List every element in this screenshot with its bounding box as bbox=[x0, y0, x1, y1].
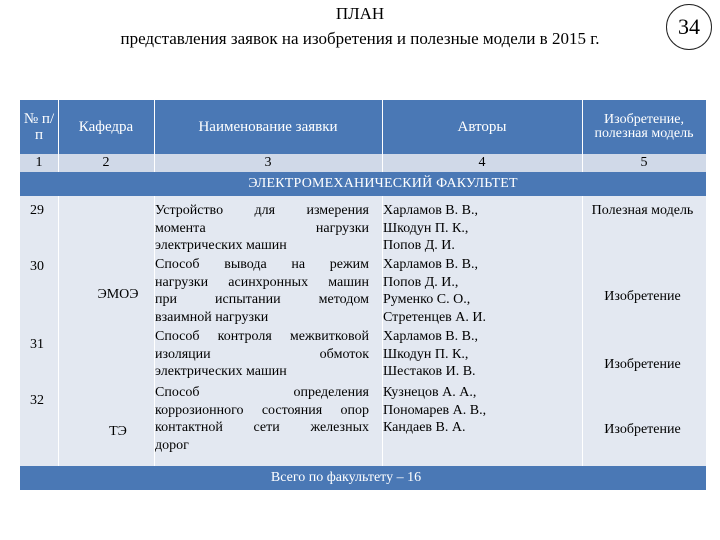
column-divider bbox=[154, 100, 155, 172]
application-name bbox=[155, 328, 369, 381]
application-name-line: Способ вывода на режим bbox=[155, 257, 369, 272]
applications-table bbox=[20, 100, 706, 486]
author-name: Шестаков И. В. bbox=[383, 364, 476, 379]
document-title: ПЛАН bbox=[335, 4, 385, 23]
column-number-5: 5 bbox=[582, 154, 706, 172]
application-type: Изобретение bbox=[604, 422, 681, 437]
author-name: Стретенцев А. И. bbox=[383, 309, 487, 325]
author-name: Руменко С. О., bbox=[383, 292, 471, 307]
application-name-line: взаимной нагрузки bbox=[155, 309, 269, 325]
row-number: 31 bbox=[30, 337, 44, 352]
application-name-line: Устройство для измерения bbox=[155, 203, 369, 218]
author-name: Шкодун П. К., bbox=[383, 220, 469, 236]
author-name: Шкодун П. К., bbox=[383, 346, 469, 362]
column-header-department: Кафедра bbox=[58, 100, 154, 154]
application-type: Полезная модель bbox=[591, 203, 694, 218]
faculty-label: ЭЛЕКТРОМЕХАНИЧЕСКИЙ ФАКУЛЬТЕТ bbox=[248, 176, 518, 191]
application-name-line: дорог bbox=[155, 437, 189, 453]
column-divider bbox=[582, 196, 583, 466]
application-name-line: электрических машин bbox=[155, 238, 287, 253]
application-type: Изобретение bbox=[604, 357, 681, 372]
author-name: Харламов В. В., bbox=[383, 203, 478, 218]
application-name-line: Способ контроля межвитковой bbox=[155, 329, 369, 344]
author-name: Пономарев А. В., bbox=[383, 402, 487, 418]
application-name-line: контактной сети железных bbox=[155, 420, 369, 435]
faculty-row bbox=[20, 172, 706, 196]
application-name bbox=[155, 384, 369, 454]
column-header-type: Изобретение, полезная модель bbox=[582, 100, 706, 154]
column-number-2: 2 bbox=[58, 154, 154, 172]
page-number-badge: 34 bbox=[666, 4, 712, 50]
authors-cell bbox=[383, 384, 553, 437]
row-number: 32 bbox=[30, 393, 44, 408]
author-name: Попов Д. И. bbox=[383, 238, 455, 253]
row-number: 29 bbox=[30, 203, 44, 218]
application-name-line: нагрузки асинхронных машин bbox=[155, 274, 369, 290]
faculty-total-label: Всего по факультету – 16 bbox=[270, 470, 422, 485]
row-number: 30 bbox=[30, 259, 44, 274]
application-name-line: при испытании методом bbox=[155, 292, 369, 307]
authors-cell bbox=[383, 256, 553, 326]
department-cell: ТЭ bbox=[109, 424, 127, 439]
column-divider bbox=[582, 100, 583, 172]
author-name: Харламов В. В., bbox=[383, 257, 478, 272]
column-divider bbox=[58, 100, 59, 172]
authors-cell bbox=[383, 202, 553, 255]
document-subtitle: представления заявок на изобретения и полезные модели в 2015 г. bbox=[120, 29, 600, 48]
application-name-line: момента нагрузки bbox=[155, 220, 369, 236]
column-divider bbox=[58, 196, 59, 466]
application-name-line: электрических машин bbox=[155, 364, 287, 379]
column-number-4: 4 bbox=[382, 154, 582, 172]
application-name bbox=[155, 256, 369, 326]
author-name: Харламов В. В., bbox=[383, 329, 478, 344]
author-name: Попов Д. И., bbox=[383, 274, 459, 290]
author-name: Кандаев В. А. bbox=[383, 420, 466, 435]
column-header-number: № п/п bbox=[20, 100, 58, 154]
column-divider bbox=[382, 100, 383, 172]
application-name-line: Способ определения bbox=[155, 385, 369, 400]
column-header-authors: Авторы bbox=[382, 100, 582, 154]
application-type: Изобретение bbox=[604, 289, 681, 304]
application-name-line: коррозионного состояния опор bbox=[155, 402, 369, 418]
department-cell: ЭМОЭ bbox=[97, 287, 139, 302]
application-name-line: изоляции обмоток bbox=[155, 346, 369, 362]
authors-cell bbox=[383, 328, 553, 381]
author-name: Кузнецов А. А., bbox=[383, 385, 477, 400]
application-name bbox=[155, 202, 369, 255]
column-header-name: Наименование заявки bbox=[154, 100, 382, 154]
faculty-total-row bbox=[20, 466, 706, 490]
column-number-3: 3 bbox=[154, 154, 382, 172]
column-number-1: 1 bbox=[20, 154, 58, 172]
